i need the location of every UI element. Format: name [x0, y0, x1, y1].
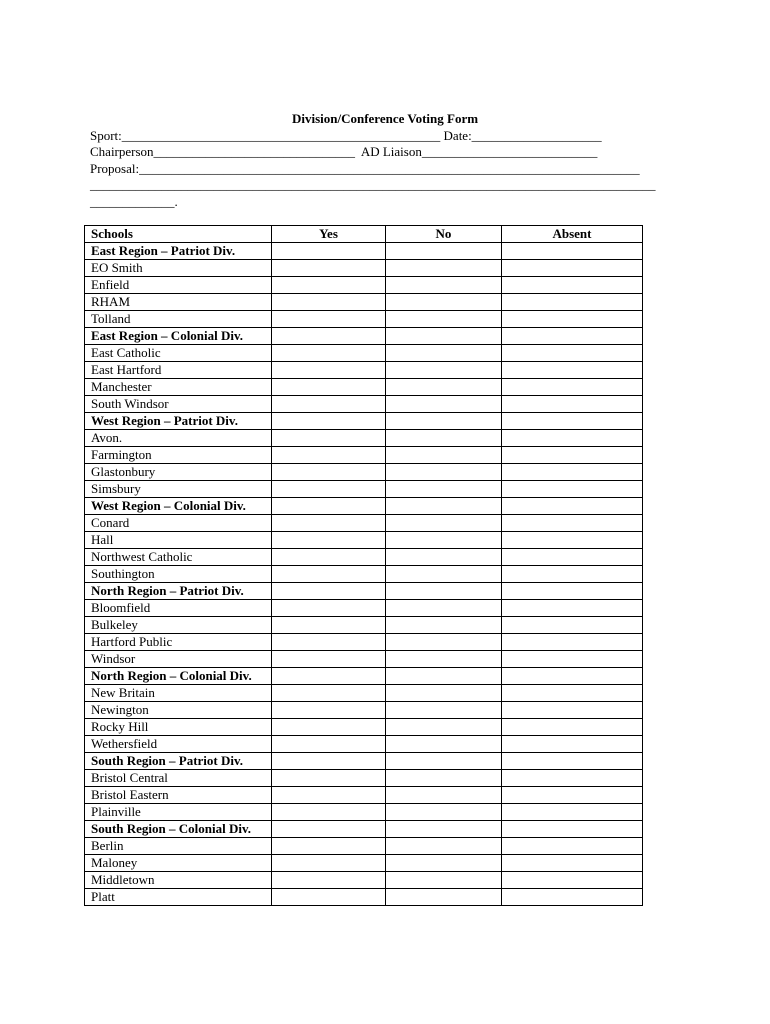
yes-cell — [272, 532, 386, 549]
yes-cell — [272, 583, 386, 600]
absent-cell — [502, 668, 643, 685]
yes-cell — [272, 685, 386, 702]
table-row — [85, 294, 643, 311]
no-cell — [386, 872, 502, 889]
absent-cell — [502, 634, 643, 651]
yes-cell — [272, 549, 386, 566]
school-name: East Catholic — [85, 345, 272, 362]
no-cell — [386, 719, 502, 736]
school-name: Plainville — [85, 804, 272, 821]
absent-cell — [502, 651, 643, 668]
school-name: Tolland — [85, 311, 272, 328]
no-cell — [386, 549, 502, 566]
absent-cell — [502, 821, 643, 838]
yes-cell — [272, 753, 386, 770]
yes-cell — [272, 515, 386, 532]
school-name: Newington — [85, 702, 272, 719]
table-row — [85, 838, 643, 855]
table-header-row — [85, 226, 643, 243]
table-row — [85, 532, 643, 549]
table-row — [85, 770, 643, 787]
division-name: East Region – Patriot Div. — [85, 243, 272, 260]
no-cell — [386, 634, 502, 651]
header-schools: Schools — [85, 226, 272, 243]
table-row — [85, 481, 643, 498]
division-name: North Region – Colonial Div. — [85, 668, 272, 685]
school-name: Bristol Central — [85, 770, 272, 787]
school-name: Platt — [85, 889, 272, 906]
yes-cell — [272, 294, 386, 311]
no-cell — [386, 362, 502, 379]
school-name: Berlin — [85, 838, 272, 855]
absent-cell — [502, 566, 643, 583]
division-header-row — [85, 498, 643, 515]
absent-cell — [502, 804, 643, 821]
no-cell — [386, 566, 502, 583]
table-row — [85, 379, 643, 396]
yes-cell — [272, 362, 386, 379]
yes-cell — [272, 804, 386, 821]
school-name: Hall — [85, 532, 272, 549]
school-name: Northwest Catholic — [85, 549, 272, 566]
table-row — [85, 277, 643, 294]
table-row — [85, 787, 643, 804]
absent-cell — [502, 719, 643, 736]
form-title: Division/Conference Voting Form — [291, 111, 479, 126]
table-row — [85, 345, 643, 362]
yes-cell — [272, 855, 386, 872]
school-name: Hartford Public — [85, 634, 272, 651]
yes-cell — [272, 498, 386, 515]
table-row — [85, 736, 643, 753]
school-name: East Hartford — [85, 362, 272, 379]
division-name: South Region – Colonial Div. — [85, 821, 272, 838]
school-name: Manchester — [85, 379, 272, 396]
no-cell — [386, 583, 502, 600]
absent-cell — [502, 481, 643, 498]
absent-cell — [502, 583, 643, 600]
table-row — [85, 396, 643, 413]
school-name: Bloomfield — [85, 600, 272, 617]
no-cell — [386, 447, 502, 464]
table-row — [85, 260, 643, 277]
division-name: South Region – Patriot Div. — [85, 753, 272, 770]
school-name: Rocky Hill — [85, 719, 272, 736]
proposal-continuation-line: _______________________________________________________________________________________ — [90, 177, 656, 192]
no-cell — [386, 379, 502, 396]
no-cell — [386, 668, 502, 685]
proposal-line: Proposal:_____________________________________________________________________________ — [90, 161, 640, 176]
school-name: EO Smith — [85, 260, 272, 277]
absent-cell — [502, 600, 643, 617]
table-row — [85, 311, 643, 328]
absent-cell — [502, 515, 643, 532]
absent-cell — [502, 736, 643, 753]
school-name: Southington — [85, 566, 272, 583]
division-header-row — [85, 753, 643, 770]
yes-cell — [272, 821, 386, 838]
yes-cell — [272, 430, 386, 447]
school-name: Maloney — [85, 855, 272, 872]
division-header-row — [85, 583, 643, 600]
no-cell — [386, 243, 502, 260]
no-cell — [386, 736, 502, 753]
absent-cell — [502, 872, 643, 889]
division-name: West Region – Colonial Div. — [85, 498, 272, 515]
no-cell — [386, 532, 502, 549]
absent-cell — [502, 532, 643, 549]
yes-cell — [272, 668, 386, 685]
absent-cell — [502, 311, 643, 328]
table-row — [85, 447, 643, 464]
no-cell — [386, 464, 502, 481]
absent-cell — [502, 464, 643, 481]
yes-cell — [272, 617, 386, 634]
yes-cell — [272, 838, 386, 855]
table-row — [85, 566, 643, 583]
school-name: Avon. — [85, 430, 272, 447]
table-row — [85, 549, 643, 566]
yes-cell — [272, 447, 386, 464]
no-cell — [386, 600, 502, 617]
absent-cell — [502, 260, 643, 277]
school-name: Simsbury — [85, 481, 272, 498]
table-row — [85, 430, 643, 447]
yes-cell — [272, 634, 386, 651]
absent-cell — [502, 498, 643, 515]
header-yes: Yes — [272, 226, 386, 243]
yes-cell — [272, 328, 386, 345]
yes-cell — [272, 770, 386, 787]
no-cell — [386, 481, 502, 498]
school-name: Enfield — [85, 277, 272, 294]
yes-cell — [272, 889, 386, 906]
division-header-row — [85, 821, 643, 838]
absent-cell — [502, 294, 643, 311]
absent-cell — [502, 345, 643, 362]
no-cell — [386, 651, 502, 668]
no-cell — [386, 294, 502, 311]
yes-cell — [272, 872, 386, 889]
table-row — [85, 702, 643, 719]
absent-cell — [502, 770, 643, 787]
table-row — [85, 464, 643, 481]
absent-cell — [502, 753, 643, 770]
table-row — [85, 600, 643, 617]
yes-cell — [272, 787, 386, 804]
school-name: Glastonbury — [85, 464, 272, 481]
table-row — [85, 804, 643, 821]
absent-cell — [502, 413, 643, 430]
absent-cell — [502, 430, 643, 447]
header-no: No — [386, 226, 502, 243]
proposal-end-line: _____________. — [90, 194, 178, 209]
no-cell — [386, 498, 502, 515]
no-cell — [386, 838, 502, 855]
no-cell — [386, 311, 502, 328]
division-name: West Region – Patriot Div. — [85, 413, 272, 430]
yes-cell — [272, 719, 386, 736]
school-name: New Britain — [85, 685, 272, 702]
yes-cell — [272, 651, 386, 668]
voting-table — [84, 225, 643, 906]
table-row — [85, 651, 643, 668]
yes-cell — [272, 566, 386, 583]
yes-cell — [272, 481, 386, 498]
no-cell — [386, 413, 502, 430]
no-cell — [386, 396, 502, 413]
division-header-row — [85, 413, 643, 430]
yes-cell — [272, 243, 386, 260]
absent-cell — [502, 277, 643, 294]
absent-cell — [502, 702, 643, 719]
table-row — [85, 719, 643, 736]
yes-cell — [272, 379, 386, 396]
no-cell — [386, 345, 502, 362]
school-name: Farmington — [85, 447, 272, 464]
chairperson-liaison-line: Chairperson_______________________________ AD Liaison___________________________ — [90, 144, 598, 159]
division-header-row — [85, 243, 643, 260]
no-cell — [386, 260, 502, 277]
no-cell — [386, 515, 502, 532]
absent-cell — [502, 243, 643, 260]
absent-cell — [502, 889, 643, 906]
table-row — [85, 634, 643, 651]
table-row — [85, 855, 643, 872]
school-name: Windsor — [85, 651, 272, 668]
table-row — [85, 617, 643, 634]
yes-cell — [272, 277, 386, 294]
table-row — [85, 872, 643, 889]
division-header-row — [85, 328, 643, 345]
yes-cell — [272, 600, 386, 617]
absent-cell — [502, 447, 643, 464]
no-cell — [386, 787, 502, 804]
absent-cell — [502, 328, 643, 345]
school-name: Conard — [85, 515, 272, 532]
yes-cell — [272, 260, 386, 277]
yes-cell — [272, 345, 386, 362]
school-name: Bulkeley — [85, 617, 272, 634]
absent-cell — [502, 855, 643, 872]
absent-cell — [502, 379, 643, 396]
sport-date-line: Sport:_________________________________________________ Date:____________________ — [90, 128, 602, 143]
header-absent: Absent — [502, 226, 643, 243]
absent-cell — [502, 549, 643, 566]
no-cell — [386, 753, 502, 770]
no-cell — [386, 617, 502, 634]
table-row — [85, 889, 643, 906]
table-row — [85, 362, 643, 379]
yes-cell — [272, 311, 386, 328]
yes-cell — [272, 396, 386, 413]
absent-cell — [502, 396, 643, 413]
no-cell — [386, 855, 502, 872]
school-name: Bristol Eastern — [85, 787, 272, 804]
absent-cell — [502, 787, 643, 804]
division-header-row — [85, 668, 643, 685]
table-row — [85, 685, 643, 702]
yes-cell — [272, 464, 386, 481]
absent-cell — [502, 838, 643, 855]
no-cell — [386, 685, 502, 702]
absent-cell — [502, 362, 643, 379]
no-cell — [386, 277, 502, 294]
yes-cell — [272, 413, 386, 430]
division-name: North Region – Patriot Div. — [85, 583, 272, 600]
table-row — [85, 515, 643, 532]
school-name: Wethersfield — [85, 736, 272, 753]
no-cell — [386, 702, 502, 719]
school-name: Middletown — [85, 872, 272, 889]
no-cell — [386, 770, 502, 787]
no-cell — [386, 821, 502, 838]
school-name: South Windsor — [85, 396, 272, 413]
no-cell — [386, 430, 502, 447]
absent-cell — [502, 617, 643, 634]
school-name: RHAM — [85, 294, 272, 311]
no-cell — [386, 889, 502, 906]
division-name: East Region – Colonial Div. — [85, 328, 272, 345]
no-cell — [386, 804, 502, 821]
no-cell — [386, 328, 502, 345]
yes-cell — [272, 736, 386, 753]
yes-cell — [272, 702, 386, 719]
absent-cell — [502, 685, 643, 702]
